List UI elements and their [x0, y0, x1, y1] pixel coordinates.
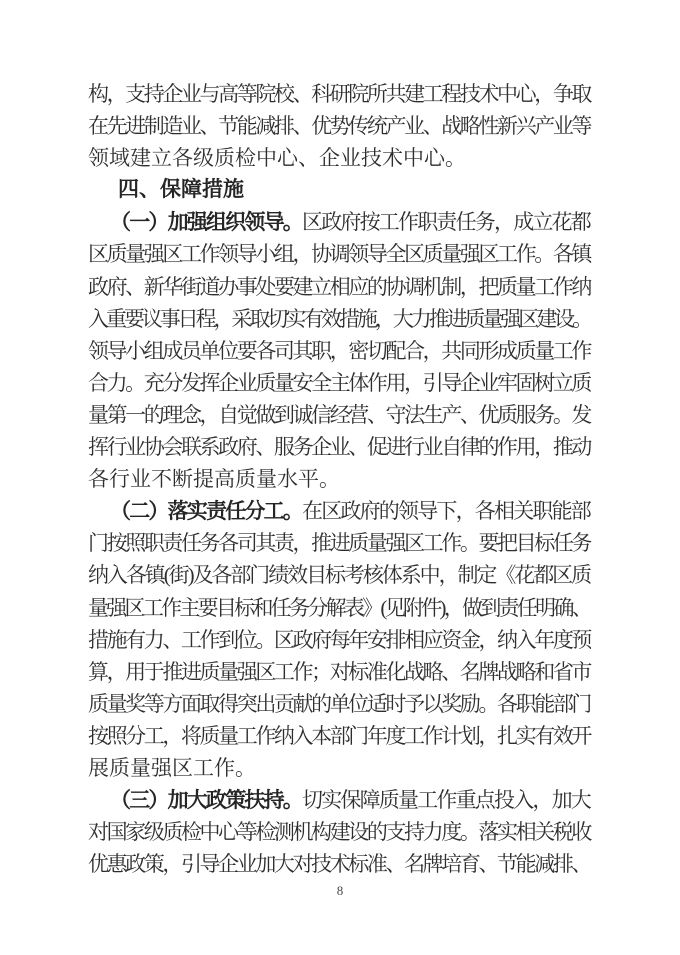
text-line-content: [88, 527, 590, 559]
text-segment: 构，支持企业与高等院校、科研院所共建工程技术中心，争取: [88, 82, 590, 106]
text-line: [88, 367, 590, 399]
text-line: [88, 720, 590, 752]
text-line-content: [110, 206, 590, 239]
text-segment: 领域建立各级质检中心、企业技术中心。: [88, 146, 466, 171]
text-segment: 入重要议事日程，采取切实有效措施，大力推进质量强区建设。: [88, 306, 590, 331]
section-heading: [88, 174, 590, 206]
text-line-content: [88, 656, 590, 688]
text-line-content: [88, 142, 466, 174]
paragraph-lead: 四、保障措施: [118, 178, 244, 202]
text-line-content: [110, 495, 590, 528]
text-line: [88, 688, 590, 720]
text-segment: 纳入各镇(街)及各部门绩效目标考核体系中，制定《花都区质: [88, 563, 590, 588]
text-line-content: [88, 238, 590, 270]
text-segment: 对国家级质检中心等检测机构建设的支持力度。落实相关税收: [88, 820, 590, 845]
text-segment: 展质量强区工作。: [88, 755, 256, 780]
paragraph-lead: （三）加大政策扶持。: [110, 789, 302, 813]
text-segment: 合力。充分发挥企业质量安全主体作用，引导企业牢固树立质: [88, 370, 590, 395]
text-segment: 切实保障质量工作重点投入，加大: [302, 788, 590, 813]
text-segment: 区政府按工作职责任务，成立花都: [302, 210, 590, 235]
text-line: [88, 238, 590, 270]
text-line-content: [88, 624, 590, 656]
text-line: [88, 142, 590, 174]
text-line-content: [88, 367, 590, 399]
text-line-content: [88, 816, 590, 848]
text-line-content: [88, 78, 590, 110]
text-line: [88, 399, 590, 431]
text-segment: 各行业不断提高质量水平。: [88, 467, 340, 492]
text-line-content: [88, 688, 590, 720]
text-line-content: [88, 720, 590, 752]
text-line-content: [88, 848, 590, 880]
text-segment: 政府、新华街道办事处要建立相应的协调机制，把质量工作纳: [88, 274, 590, 299]
text-line: [88, 495, 590, 527]
text-line: [88, 656, 590, 688]
text-segment: 量第一的理念，自觉做到诚信经营、守法生产、优质服务。发: [88, 402, 590, 427]
document-body: [88, 78, 590, 880]
text-line: [88, 592, 590, 624]
text-line: [88, 463, 590, 495]
text-segment: 领导小组成员单位要各司其职，密切配合，共同形成质量工作: [88, 338, 590, 363]
text-line-content: [88, 271, 590, 303]
text-segment: 措施有力、工作到位。区政府每年安排相应资金，纳入年度预: [88, 627, 590, 652]
text-segment: 挥行业协会联系政府、服务企业、促进行业自律的作用，推动: [88, 435, 590, 460]
text-segment: 优惠政策，引导企业加大对技术标准、名牌培育、节能减排、: [88, 852, 590, 877]
text-segment: 算，用于推进质量强区工作；对标准化战略、名牌战略和省市: [88, 659, 590, 684]
text-line: [88, 624, 590, 656]
text-line: [88, 431, 590, 463]
text-segment: 在区政府的领导下，各相关职能部: [302, 499, 590, 524]
text-line: [88, 784, 590, 816]
paragraph-lead: （二）落实责任分工。: [110, 500, 302, 524]
text-line: [88, 848, 590, 880]
text-line: [88, 752, 590, 784]
text-line-content: [88, 335, 590, 367]
text-line-content: [88, 110, 590, 142]
text-line-content: [88, 559, 590, 591]
text-line-content: [88, 463, 340, 495]
text-segment: 质量奖等方面取得突出贡献的单位适时予以奖励。各职能部门: [88, 691, 590, 716]
text-line-content: [88, 592, 590, 624]
text-segment: 在先进制造业、节能减排、优势传统产业、战略性新兴产业等: [88, 114, 590, 139]
text-line-content: [88, 752, 256, 784]
text-segment: 门按照职责任务各司其责，推进质量强区工作。要把目标任务: [88, 531, 590, 556]
text-line: [88, 559, 590, 591]
text-line-content: [88, 399, 590, 431]
text-line-content: [110, 784, 590, 817]
text-line: [88, 110, 590, 142]
text-segment: 按照分工，将质量工作纳入本部门年度工作计划，扎实有效开: [88, 723, 590, 748]
text-line: [88, 527, 590, 559]
text-line-content: [118, 174, 244, 206]
page-number: 8: [336, 883, 344, 898]
text-segment: 区质量强区工作领导小组，协调领导全区质量强区工作。各镇: [88, 242, 590, 267]
paragraph-lead: （一）加强组织领导。: [110, 211, 302, 235]
text-line-content: [88, 431, 590, 463]
text-line-content: [88, 303, 590, 335]
text-line: [88, 335, 590, 367]
text-line: [88, 271, 590, 303]
text-line: [88, 816, 590, 848]
text-line: [88, 303, 590, 335]
text-line: [88, 78, 590, 110]
text-line: [88, 206, 590, 238]
text-segment: 量强区工作主要目标和任务分解表》(见附件)，做到责任明确、: [88, 595, 590, 620]
